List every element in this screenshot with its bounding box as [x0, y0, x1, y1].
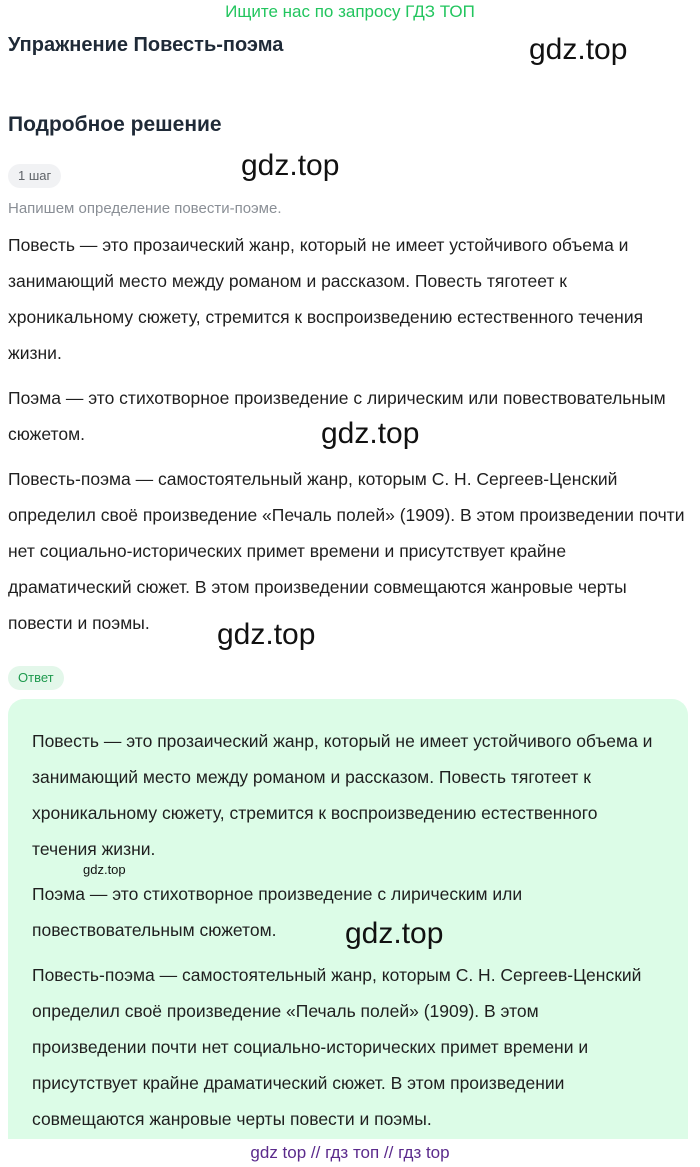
watermark: gdz.top — [217, 618, 316, 651]
watermark: gdz.top — [241, 149, 340, 182]
watermark: gdz.top — [529, 33, 628, 66]
answer-badge: Ответ — [8, 666, 64, 690]
step-hint: Напишем определение повести-поэме. — [8, 200, 282, 217]
promo-banner: Ищите нас по запросу ГДЗ ТОП — [225, 2, 475, 21]
watermark: gdz.top — [345, 917, 444, 950]
section-title: Подробное решение — [8, 113, 222, 136]
page-title: Упражнение Повесть-поэма — [8, 34, 284, 56]
answer-paragraph: Повесть — это прозаический жанр, который не имеет устойчивого объема и занимающий место между романом и рассказом. Повесть тяготеет к хроникальному сюжету, стремится к воспроизведению естественного течения жизни. — [32, 731, 653, 859]
watermark: gdz.top — [83, 862, 126, 877]
answer-box — [8, 699, 688, 1139]
solution-paragraph: Повесть-поэма — самостоятельный жанр, которым С. Н. Сергеев-Ценский определил своё произведение «Печаль полей» (1909). В этом произведении почти нет социально-исторических примет времени и присутствует крайне драматический сюжет. В этом произведении совмещаются жанровые черты повести и поэмы. — [8, 469, 685, 633]
answer-paragraph: Повесть-поэма — самостоятельный жанр, которым С. Н. Сергеев-Ценский определил своё произведение «Печаль полей» (1909). В этом произведении почти нет социально-исторических примет времени и присутствует крайне драматический сюжет. В этом произведении совмещаются жанровые черты повести и поэмы. — [32, 965, 642, 1129]
watermark: gdz.top — [321, 417, 420, 450]
solution-paragraph: Поэма — это стихотворное произведение с лирическим или повествовательным сюжетом. — [8, 388, 666, 444]
footer-watermark: gdz top // гдз топ // гдз top — [250, 1143, 450, 1162]
step-badge: 1 шаг — [8, 164, 61, 188]
solution-paragraph: Повесть — это прозаический жанр, который не имеет устойчивого объема и занимающий место между романом и рассказом. Повесть тяготеет к хроникальному сюжету, стремится к воспроизведению естественного течения жизни. — [8, 235, 644, 363]
answer-paragraph: Поэма — это стихотворное произведение с лирическим или повествовательным сюжетом. — [32, 884, 523, 940]
